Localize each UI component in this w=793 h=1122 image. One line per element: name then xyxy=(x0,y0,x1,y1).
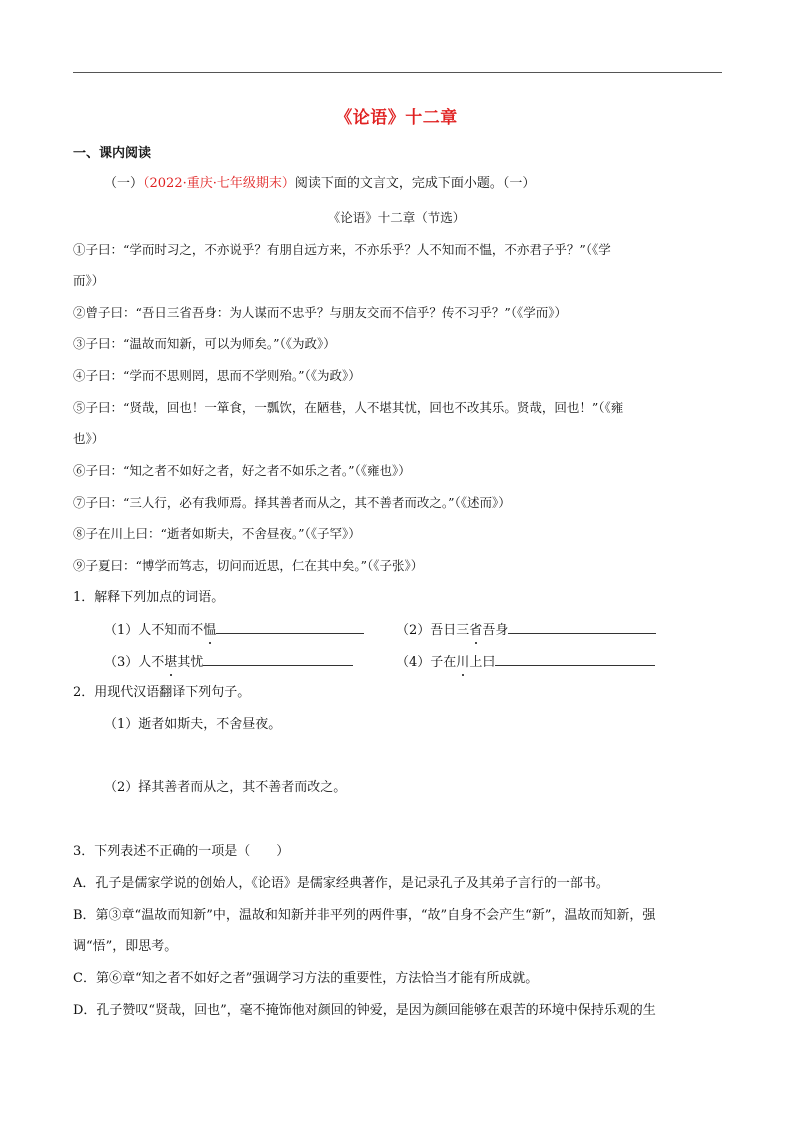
header-rule xyxy=(73,72,722,73)
q1-item-pre: 子在 xyxy=(430,655,457,670)
passage-line: ②曾子曰：“吾日三省吾身：为人谋而不忠乎？与朋友交而不信乎？传不习乎？”（《学而》） xyxy=(73,305,568,320)
q2-item: （1）逝者如斯夫，不舍昼夜。 xyxy=(104,717,282,732)
q2-item: （2）择其善者而从之，其不善者而改之。 xyxy=(104,780,347,795)
passage-line: 而》） xyxy=(73,273,105,288)
q1-item-2 xyxy=(396,619,656,641)
q1-item-4 xyxy=(396,651,655,673)
q1-item-pre: 人不知而不 xyxy=(138,623,204,638)
q1-item-post: 上曰 xyxy=(469,655,496,670)
section-heading: 一、课内阅读 xyxy=(73,146,152,161)
q1-item-dotted-word: 川 xyxy=(456,653,469,673)
intro-source: （2022·重庆·七年级期末） xyxy=(143,176,295,191)
q1-item-dotted-word: 愠 xyxy=(203,621,216,641)
intro-text: 阅读下面的文言文，完成下面小题。（一） xyxy=(294,176,536,191)
q1-item-3 xyxy=(104,651,353,673)
passage-line: ⑧子在川上曰：“逝者如斯夫，不舍昼夜。”（《子罕》） xyxy=(73,526,361,541)
q3-stem: 3．下列表述不正确的一项是（ ） xyxy=(73,844,290,859)
q1-item-num: （4） xyxy=(396,655,431,670)
q1-stem: 1．解释下列加点的词语。 xyxy=(73,590,225,605)
q1-item-1 xyxy=(104,619,364,641)
q3-option-c: C．第⑥章“知之者不如好之者”强调学习方法的重要性，方法恰当才能有所成就。 xyxy=(73,971,539,986)
passage-line: ③子曰：“温故而知新，可以为师矣。”（《为政》） xyxy=(73,336,336,351)
q1-item-dotted-word: 堪 xyxy=(164,653,177,673)
intro-prefix: （一） xyxy=(104,176,144,191)
q1-item-post: 其忧 xyxy=(177,655,204,670)
q1-item-pre: 吾日三 xyxy=(430,623,470,638)
q3-option-b-cont: 调“悟”，即思考。 xyxy=(73,939,178,954)
answer-blank[interactable] xyxy=(508,619,656,634)
passage-line: ⑦子曰：“三人行，必有我师焉。择其善者而从之，其不善者而改之。”（《述而》） xyxy=(73,495,511,510)
answer-blank[interactable] xyxy=(203,651,353,666)
q2-stem: 2．用现代汉语翻译下列句子。 xyxy=(73,685,251,700)
q1-item-post: 吾身 xyxy=(482,623,509,638)
q3-option-a: A．孔子是儒家学说的创始人，《论语》是儒家经典著作，是记录孔子及其弟子言行的一部书。 xyxy=(73,876,609,891)
intro-line xyxy=(104,174,535,194)
q1-item-num: （2） xyxy=(396,623,431,638)
passage-line: ①子曰：“学而时习之，不亦说乎？有朋自远方来，不亦乐乎？人不知而不愠，不亦君子乎？”（《学 xyxy=(73,242,611,257)
q3-option-d: D．孔子赞叹“贤哉，回也”，毫不掩饰他对颜回的钟爱，是因为颜回能够在艰苦的环境中保持乐观的生 xyxy=(73,1003,656,1018)
q3-option-b: B．第③章“温故而知新”中，温故和知新并非平列的两件事，“故”自身不会产生“新”，温故而知新，强 xyxy=(73,908,656,923)
answer-blank[interactable] xyxy=(216,619,364,634)
q1-item-dotted-word: 省 xyxy=(469,621,482,641)
q1-item-pre: 人不 xyxy=(138,655,165,670)
passage-line: 也》） xyxy=(73,431,105,446)
passage-line: ⑨子夏曰：“博学而笃志，切问而近思，仁在其中矣。”（《子张》） xyxy=(73,558,424,573)
passage-title: 《论语》十二章（节选） xyxy=(327,210,466,225)
page-title: 《论语》十二章 xyxy=(335,108,458,128)
q1-item-num: （1） xyxy=(104,623,139,638)
passage-line: ④子曰：“学而不思则罔，思而不学则殆。”（《为政》） xyxy=(73,368,361,383)
q1-item-num: （3） xyxy=(104,655,139,670)
passage-line: ⑤子曰：“贤哉，回也！一箪食，一瓢饮，在陋巷，人不堪其忧，回也不改其乐。贤哉，回也！”（《雍 xyxy=(73,400,624,415)
passage-line: ⑥子曰：“知之者不如好之者，好之者不如乐之者。”（《雍也》） xyxy=(73,463,411,478)
answer-blank[interactable] xyxy=(495,651,655,666)
